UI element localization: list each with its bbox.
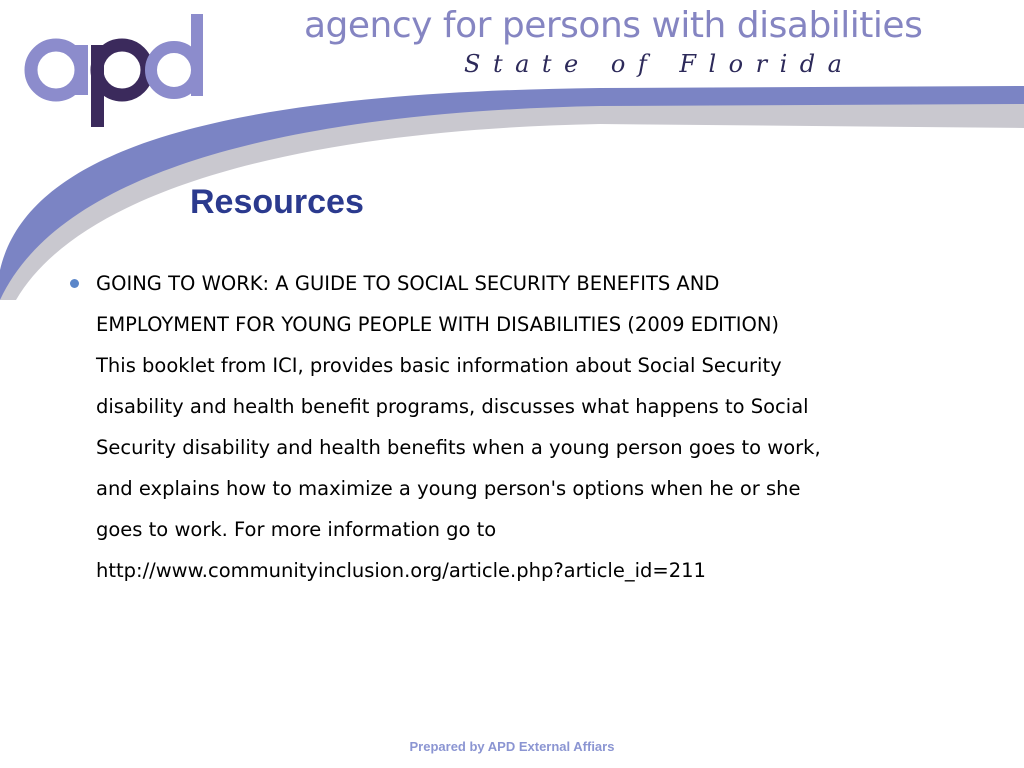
bullet-text-line: and explains how to maximize a young person's options when he or she	[96, 477, 801, 500]
list-item	[70, 263, 970, 591]
bullet-text-line: This booklet from ICI, provides basic information about Social Security	[96, 354, 782, 377]
resource-link: http://www.communityinclusion.org/article.php?article_id=211	[96, 559, 706, 582]
agency-state: State of Florida	[464, 50, 855, 78]
footer-credit: Prepared by APD External Affiars	[409, 739, 615, 754]
agency-name: agency for persons with disabilities	[304, 5, 923, 46]
bullet-text-line: disability and health benefit programs, discusses what happens to Social	[96, 395, 809, 418]
bullet-text-line: GOING TO WORK: A GUIDE TO SOCIAL SECURITY BENEFITS AND	[96, 272, 720, 295]
bullet-list	[70, 263, 970, 591]
apd-logo	[22, 12, 212, 134]
slide-title: Resources	[190, 183, 364, 221]
bullet-text-line: goes to work. For more information go to	[96, 518, 497, 541]
bullet-dot-icon	[70, 279, 79, 288]
bullet-text-line: EMPLOYMENT FOR YOUNG PEOPLE WITH DISABILITIES (2009 EDITION)	[96, 313, 780, 336]
bullet-text-line: Security disability and health benefits when a young person goes to work,	[96, 436, 821, 459]
